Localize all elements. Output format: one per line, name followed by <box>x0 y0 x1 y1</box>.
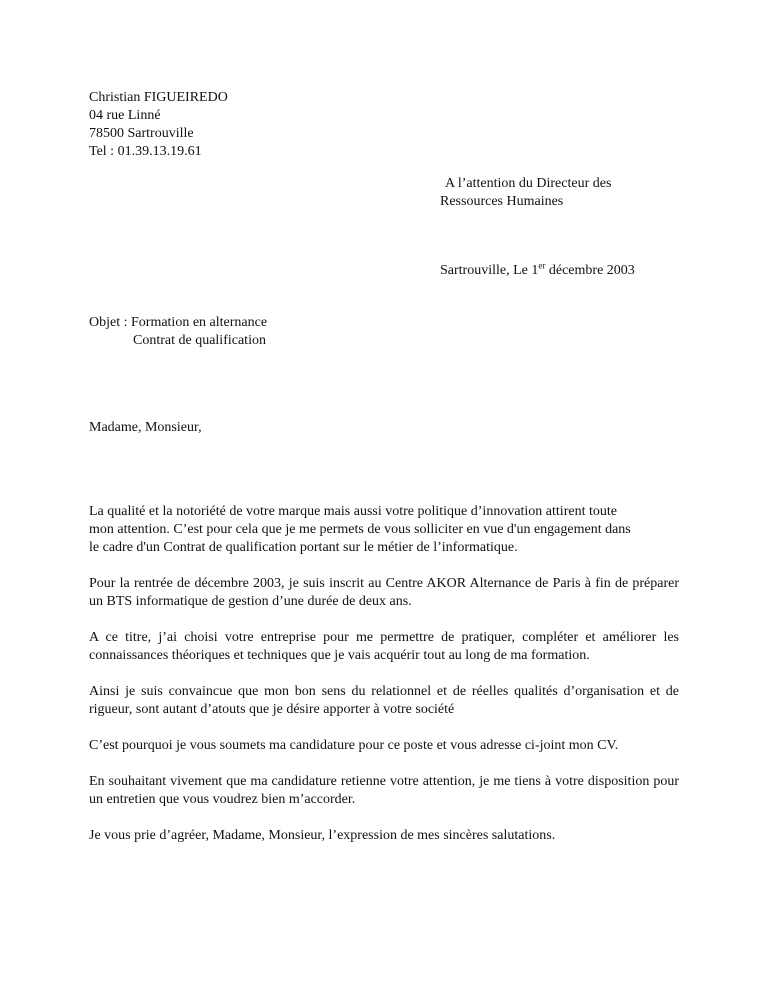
date-suffix: décembre 2003 <box>545 263 635 278</box>
paragraph-5: C’est pourquoi je vous soumets ma candidature pour ce poste et vous adresse ci-joint mon CV. <box>89 738 619 753</box>
sender-phone: Tel : 01.39.13.19.61 <box>89 144 202 159</box>
sender-name: Christian FIGUEIREDO <box>89 90 228 105</box>
letter-subject <box>89 314 267 350</box>
paragraph-2: Pour la rentrée de décembre 2003, je suis inscrit au Centre AKOR Alternance de Paris à fin de préparer un BTS informatique de gestion d’une durée de deux ans. <box>89 576 679 609</box>
letter-body <box>89 503 679 863</box>
subject-line-2: Contrat de qualification <box>133 333 266 348</box>
date-superscript: er <box>538 260 546 271</box>
salutation: Madame, Monsieur, <box>89 420 202 435</box>
paragraph-1-line-3: le cadre d'un Contrat de qualification portant sur le métier de l’informatique. <box>89 540 518 555</box>
sender-street: 04 rue Linné <box>89 108 161 123</box>
paragraph-3: A ce titre, j’ai choisi votre entreprise pour me permettre de pratiquer, compléter et améliorer les connaissances théoriques et techniques que je vais acquérir tout au long de ma formation. <box>89 630 679 663</box>
paragraph-7: Je vous prie d’agréer, Madame, Monsieur, l’expression de mes sincères salutations. <box>89 828 556 843</box>
recipient-line-2: Ressources Humaines <box>440 194 564 209</box>
paragraph-6: En souhaitant vivement que ma candidature retienne votre attention, je me tiens à votre disposition pour un entretien que vous voudrez bien m’accorder. <box>89 774 679 807</box>
paragraph-4: Ainsi je suis convaincue que mon bon sens du relationnel et de réelles qualités d’organisation et de rigueur, sont autant d’atouts que je désire apporter à votre société <box>89 684 679 717</box>
subject-line-1: Objet : Formation en alternance <box>89 315 268 330</box>
recipient-line-1: A l’attention du Directeur des <box>445 176 612 191</box>
paragraph-1-line-1: La qualité et la notoriété de votre marque mais aussi votre politique d’innovation attirent toute <box>89 504 617 519</box>
paragraph-1-line-2: mon attention. C’est pour cela que je me permets de vous solliciter en vue d'un engagement dans <box>89 522 631 537</box>
paragraph-1 <box>89 503 679 557</box>
sender-city: 78500 Sartrouville <box>89 126 194 141</box>
sender-address <box>89 89 228 161</box>
date-prefix: Sartrouville, Le 1 <box>440 263 539 278</box>
recipient-address <box>440 175 611 211</box>
letter-date <box>440 262 635 280</box>
